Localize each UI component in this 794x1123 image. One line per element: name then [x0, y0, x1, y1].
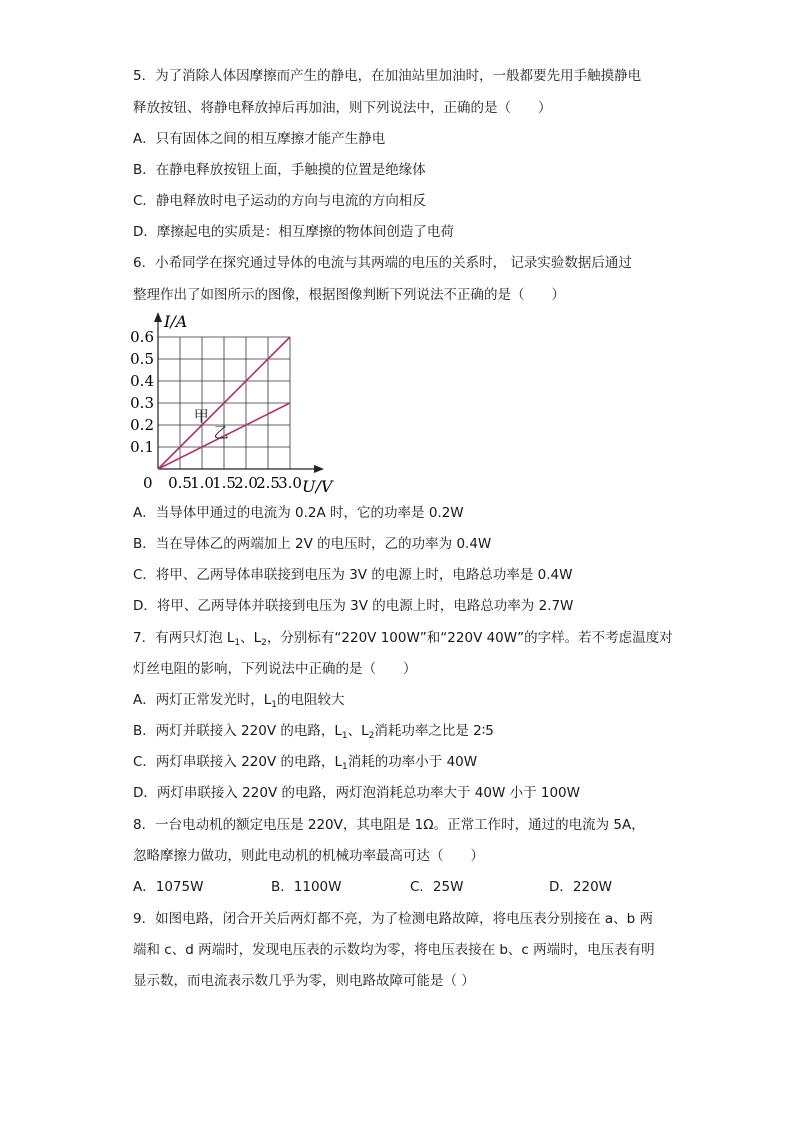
q7-option-a-sub: 1 [271, 700, 277, 710]
q6-stem-line1: 6．小希同学在探究通过导体的电流与其两端的电压的关系时， 记录实验数据后通过 [133, 255, 632, 271]
q5-option-a: A．只有固体之间的相互摩擦才能产生静电 [133, 131, 386, 147]
q7-stem-text-a: 7．有两只灯泡 L [133, 630, 235, 646]
q7-stem-sub-1: 1 [234, 638, 241, 648]
q7-stem-sub-2: 2 [261, 638, 267, 648]
q7-option-b-sub-1: 1 [341, 731, 348, 741]
origin-label: 0 [143, 474, 153, 492]
q8-option-d: D．220W [549, 879, 613, 895]
y-tick-label: 0.4 [130, 372, 154, 390]
y-tick-label: 0.1 [130, 438, 154, 456]
q5-stem-line2: 释放按钮、将静电释放掉后再加油，则下列说法中，正确的是（ ） [133, 100, 552, 116]
q6-stem-line2: 整理作出了如图所示的图像，根据图像判断下列说法不正确的是（ ） [133, 287, 565, 303]
x-tick-label: 2.5 [256, 474, 280, 492]
x-tick-label: 1.0 [190, 474, 214, 492]
q7-option-c [133, 752, 477, 777]
iu-graph [128, 306, 338, 496]
q8-stem-line2: 忽略摩擦力做功，则此电动机的机械功率最高可达（ ） [133, 848, 484, 864]
y-tick-label: 0.5 [130, 350, 154, 368]
q7-stem-line1 [133, 628, 673, 653]
q7-option-b-text-b: 、L [347, 723, 369, 739]
x-tick-label: 0.5 [168, 474, 192, 492]
q9-stem-line3: 显示数，而电流表示数几乎为零，则电路故障可能是（ ） [133, 973, 475, 989]
x-tick-label: 3.0 [278, 474, 302, 492]
q7-option-b-text-a: B．两灯并联接入 220V 的电路，L [133, 723, 342, 739]
q7-option-a-text-b: 的电阻较大 [277, 692, 345, 708]
x-tick-label: 2.0 [234, 474, 258, 492]
q7-stem-line2: 灯丝电阻的影响，下列说法中正确的是（ ） [133, 661, 417, 677]
q7-option-d: D．两灯串联接入 220V 的电路，两灯泡消耗总功率大于 40W 小于 100W [133, 785, 580, 801]
y-axis-label: I/A [164, 312, 188, 331]
q7-option-b-text-c: 消耗功率之比是 2∶5 [374, 723, 494, 739]
y-tick-label: 0.6 [130, 328, 154, 346]
series-label-0: 甲 [193, 407, 209, 426]
q7-stem-text-c: ，分别标有“220V 100W”和“220V 40W”的字样。若不考虑温度对 [266, 630, 673, 646]
q8-option-a: A．1075W [133, 879, 204, 895]
q7-option-c-sub: 1 [342, 762, 348, 772]
y-tick-labels [130, 328, 154, 456]
q7-option-b-sub-2: 2 [368, 731, 375, 741]
q7-stem-text-b: 、L [240, 630, 262, 646]
series-label-1: 乙 [213, 423, 229, 442]
q9-stem-line2: 端和 c、d 两端时，发现电压表的示数均为零，将电压表接在 b、c 两端时，电压表有明 [133, 942, 655, 958]
q8-stem-line1: 8．一台电动机的额定电压是 220V，其电阻是 1Ω。正常工作时，通过的电流为 5A， [133, 817, 645, 833]
q9-stem-line1: 9．如图电路，闭合开关后两灯都不亮，为了检测电路故障，将电压表分别接在 a、b 两 [133, 911, 654, 927]
y-axis-arrow [154, 312, 162, 322]
x-axis-arrow [314, 465, 324, 473]
q7-option-c-text-a: C．两灯串联接入 220V 的电路，L [133, 754, 343, 770]
q6-option-c: C．将甲、乙两导体串联接到电压为 3V 的电源上时，电路总功率是 0.4W [133, 567, 573, 583]
q8-option-b: B．1100W [271, 879, 342, 895]
q6-option-d: D．将甲、乙两导体并联接到电压为 3V 的电源上时，电路总功率为 2.7W [133, 598, 574, 614]
y-tick-label: 0.3 [130, 394, 154, 412]
q7-option-a [133, 690, 345, 715]
x-tick-label: 1.5 [212, 474, 236, 492]
q8-option-c: C．25W [410, 879, 464, 895]
y-tick-label: 0.2 [130, 416, 154, 434]
q5-option-c: C．静电释放时电子运动的方向与电流的方向相反 [133, 193, 426, 209]
q5-option-b: B．在静电释放按钮上面，手触摸的位置是绝缘体 [133, 162, 426, 178]
q5-option-d: D．摩擦起电的实质是：相互摩擦的物体间创造了电荷 [133, 224, 454, 240]
q7-option-b [133, 721, 494, 746]
x-tick-labels [168, 474, 302, 492]
q7-option-a-text-a: A．两灯正常发光时，L [133, 692, 272, 708]
x-axis-label: U/V [302, 477, 333, 496]
q5-stem-line1: 5．为了消除人体因摩擦而产生的静电，在加油站里加油时，一般都要先用手触摸静电 [133, 68, 642, 84]
q7-option-c-text-b: 消耗的功率小于 40W [347, 754, 478, 770]
q6-option-b: B．当在导体乙的两端加上 2V 的电压时，乙的功率为 0.4W [133, 536, 492, 552]
q6-option-a: A．当导体甲通过的电流为 0.2A 时，它的功率是 0.2W [133, 505, 464, 521]
